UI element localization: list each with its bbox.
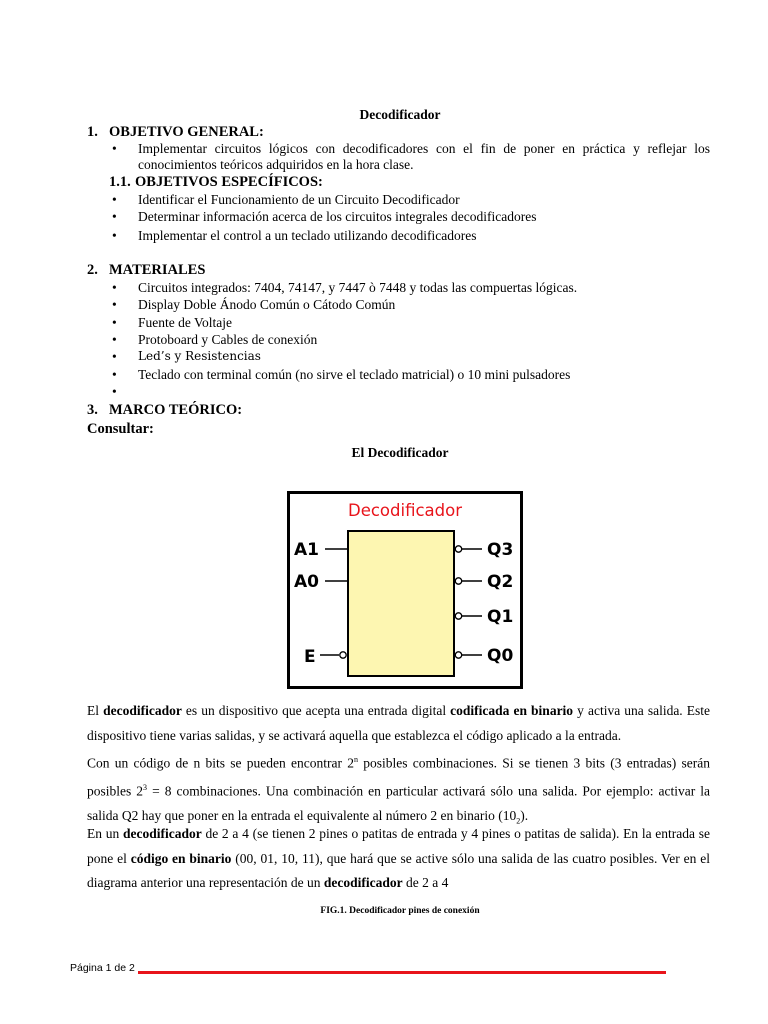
bold-term: codificada en binario [450,703,574,718]
bullet-icon: • [112,315,117,330]
text-run: de 2 a 4 (se tienen 2 pines o patitas de entrada y 4 pines o patitas de salida). En la entrada se pone el [87,826,710,866]
list-item: Implementar el control a un teclado utilizando decodificadores [138,228,477,243]
text-run: posibles combinaciones. Si se tienen 3 bits (3 entradas) serán posibles 2 [87,755,710,799]
text-run: de 2 a 4 [402,875,449,890]
section-2-heading: MATERIALES [109,262,206,278]
footer-rule [138,971,666,974]
section-1-heading: OBJETIVO GENERAL: [109,124,264,140]
pin-label-q2: Q2 [487,572,514,592]
text-run: es un dispositivo que acepta una entrada digital [181,703,451,718]
bullet-icon: • [112,280,117,295]
inversion-bubble [455,578,461,584]
section-3-heading: MARCO TEÓRICO: [109,402,243,418]
bullet-icon: • [112,384,117,399]
pin-label-e: E [304,647,316,667]
bold-term: código en binario [130,850,232,866]
diagram-subtitle: El Decodificador [351,445,449,460]
list-item: Display Doble Ánodo Común o Cátodo Común [138,297,396,312]
list-item: Fuente de Voltaje [138,315,232,330]
objective-line-2: conocimientos teóricos adquiridos en la hora clase. [138,157,414,172]
pin-label-a0: A0 [294,572,319,592]
text-run: = 8 combinaciones. Una combinación en particular activará sólo una salida. Por ejemplo: activar la salida Q2 hay que poner en la entrada el equivalente al número 2 en binario (10 [87,783,710,823]
bold-term: decodificador [103,703,182,718]
bullet-icon: • [112,209,117,224]
section-1-number: 1. [87,124,98,140]
decoder-diagram-svg [287,491,523,689]
list-item: Teclado con terminal común (no sirve el teclado matricial) o 10 mini pulsadores [138,367,571,382]
list-item: Circuitos integrados: 7404, 74147, y 7447 ò 7448 y todas las compuertas lógicas. [138,280,578,295]
inversion-bubble [455,613,461,619]
pin-label-q0: Q0 [487,646,514,666]
diagram-title: Decodificador [347,501,463,520]
inversion-bubble [455,546,461,552]
pin-label-q1: Q1 [487,607,514,627]
list-item: Protoboard y Cables de conexión [138,332,318,347]
bullet-icon: • [112,367,117,382]
page-number: Página 1 de 2 [70,962,135,974]
decoder-diagram [287,491,523,693]
superscript: 3 [143,783,148,792]
text-run: (00, 01, 10, 11), que hará que se active sólo una salida de las cuatro posibles. Ver en el diagrama anterior una representación de un [87,850,710,890]
subscript: 2 [516,816,521,826]
bold-term: decodificador [323,875,403,890]
bullet-icon: • [112,332,117,347]
list-item: Led’s y Resistencias [138,349,261,363]
inversion-bubble [455,652,461,658]
bullet-icon: • [112,192,117,207]
section-2-number: 2. [87,262,98,278]
text-run: y activa una salida. Este dispositivo tiene varias salidas, y se activará aquella que establezca el código aplicado a la entrada. [87,703,710,743]
text-run: En un [87,826,123,841]
bullet-icon: • [112,349,117,364]
paragraph-3 [87,822,710,896]
document-title: Decodificador [359,107,441,122]
inversion-bubble [340,652,346,658]
pin-label-q3: Q3 [487,540,514,560]
text-run: El [87,703,104,718]
list-item: Identificar el Funcionamiento de un Circuito Decodificador [138,192,460,207]
objective-line-1: Implementar circuitos lógicos con decodificadores con el fin de poner en práctica y reflejar los [138,141,710,156]
paragraph-1 [87,699,710,748]
text-run: Con un código de n bits se pueden encontrar 2 [87,755,354,771]
section-3-number: 3. [87,402,98,418]
superscript: n [353,755,358,764]
consult-label: Consultar: [87,421,154,437]
bullet-icon: • [112,228,117,243]
bullet-icon: • [112,141,117,156]
pin-label-a1: A1 [294,540,319,560]
decoder-chip [348,531,454,676]
figure-caption: FIG.1. Decodificador pines de conexión [320,906,480,916]
section-1-1-number: 1.1. [109,174,131,190]
list-item: Determinar información acerca de los circuitos integrales decodificadores [138,209,537,224]
section-1-1-heading: OBJETIVOS ESPECÍFICOS: [135,174,323,190]
bullet-icon: • [112,297,117,312]
text-run: ). [520,808,529,823]
bold-term: decodificador [122,826,202,841]
